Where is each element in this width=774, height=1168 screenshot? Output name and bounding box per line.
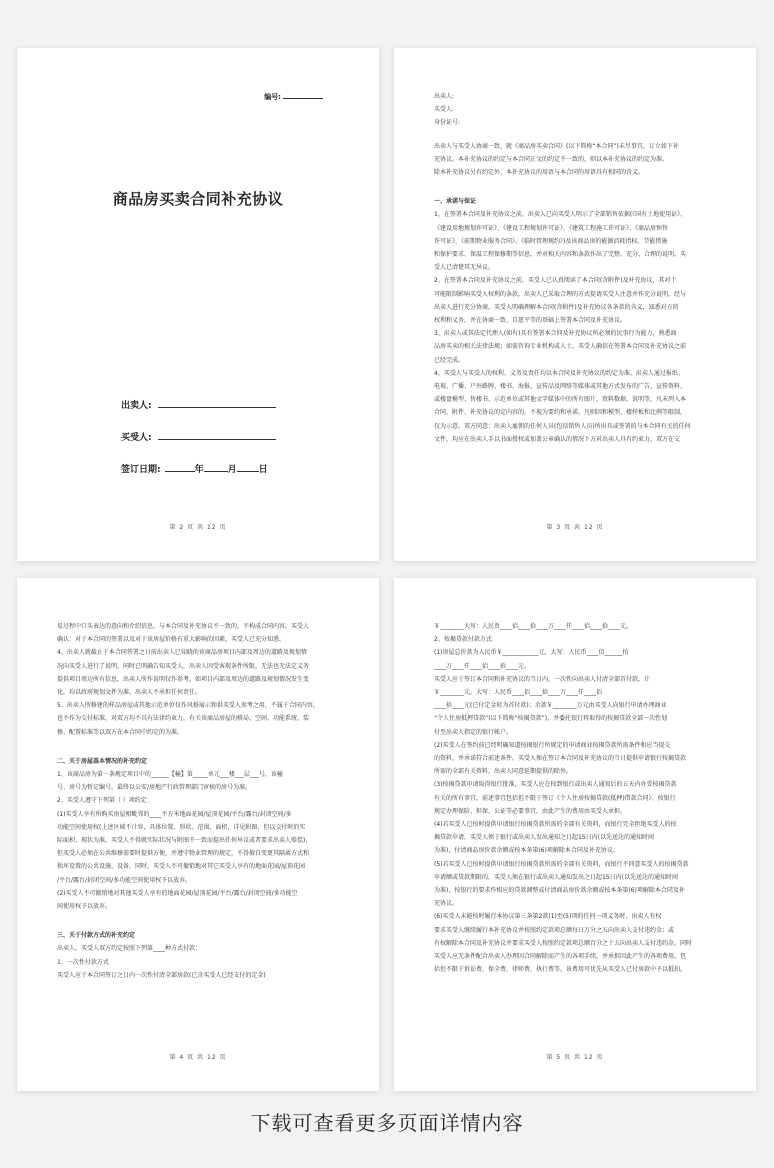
document-page-4: [394, 578, 756, 1091]
day-blank: [237, 463, 259, 472]
text-line: 4、买受人与买受人的权利、义务及责任均以本合同及补充协议的约定为准。出卖人通过报纸、: [434, 369, 684, 377]
page-body-text: [434, 620, 724, 976]
text-line: 受人已清楚其无异议。: [434, 264, 495, 272]
text-line: 损坏设置的公共设施、设备。同时，买受人不可撤销地对其它买受人享有的地面花园/屋顶花园: [57, 863, 306, 871]
seller-signature-field: [121, 398, 276, 411]
page-title: 商品房买卖合同补充协议: [112, 190, 284, 208]
text-line: 但买受人必须在公共维修需要时提供方便，并遵守物业管理的规定，不得擅自变更其隔离方式和: [57, 850, 310, 858]
page-number: 第 3 页 共 12 页: [546, 524, 604, 531]
text-line: 1、在签署本合同及补充协议之前，出卖人已向买受人明示了全部销售依据(《国有土地使用证》、: [434, 211, 687, 219]
text-line: 文件，均应在出卖人手以书面授权或加盖公章确认的情况下方对出卖人具有约束力，双方在交: [434, 435, 681, 443]
text-line: 付至出卖人指定的银行帐户。: [434, 728, 513, 736]
page-number: 第 5 页 共 12 页: [546, 1054, 604, 1061]
text-line: 权利和义务，并在协商一致、自愿平等的基础上签署本合同及补充协议。: [434, 317, 627, 325]
text-line: (4)若买受人已按时提供申请银行按揭贷款所需的全部有关资料，而银行完全拒绝买受人的按: [434, 821, 677, 829]
text-line: [434, 130, 724, 140]
download-more-prompt[interactable]: 下载可查看更多页面详情内容: [250, 1111, 524, 1135]
text-line: 电视、广播、户外路牌、楼书、海报、宣传品及网络等媒体或其他方式发布的广告、宣传资料，: [434, 383, 687, 391]
year-blank: [165, 463, 195, 472]
text-line: 品房买卖的相关法律法规；如需咨询专业机构或人士，买受人确信在签署本合同及补充协议之前: [434, 343, 687, 351]
text-line: 充协议。本补充协议的约定与本合同正文的约定不一致的，则以本补充协议的约定为准。: [434, 155, 669, 163]
page-body-text: [57, 620, 347, 982]
text-line: 修、配置标准等以双方在本合同中约定的为准。: [57, 728, 184, 736]
text-line: 4、出卖人就截止于本合同签署之日前出卖人已知晓的该商品房项目内部及周边的道路及规划情: [57, 649, 307, 657]
text-line: [57, 913, 347, 923]
text-line: 间使用权予以放弃。: [57, 903, 112, 911]
text-line: ￥________元，大写：人民币____佰____拾____万____仟____佰: [434, 689, 603, 697]
page-body-text: [434, 90, 724, 446]
text-line: ￥________大写：人民币____佰____拾____万____仟____佰____拾____元。: [434, 623, 633, 630]
text-line: 况向买受人进行了说明，同时已明确告知买受人，出卖人因受客观条件所限，无法也无法定义务: [57, 662, 310, 670]
text-line: /平台/露台/封闭空间/多功能空间使用权予以放弃。: [57, 876, 192, 884]
text-line: 号、房号为暂定编号，最终以公安/房地产行政管理部门审核的房号为准。: [57, 784, 252, 792]
contract-number-label: 编号:: [264, 93, 281, 101]
document-page-3: [17, 578, 379, 1091]
day-label: 日: [258, 465, 268, 475]
document-page-cover: [17, 48, 379, 561]
text-line: 2、在签署本合同及补充协议之前，买受人已认真阅读了本合同(含附件)及补充协议，其对于: [434, 277, 677, 285]
text-line: 买受人应于本合同签订之日内一次性付清全部房款(已含买受人已经支付的定金): [57, 971, 266, 979]
text-line: 一、承诺与保证: [434, 198, 477, 206]
text-line: 为准)，付清商品房价款余额或按本条第(6)项解除本合同及补充协议。: [434, 847, 619, 855]
text-line: (5)若买受人已按时提供申请银行按揭贷款所需的全部有关资料，而银行不同意买受人的按揭贷款: [434, 860, 689, 868]
text-line: (3)按揭贷款申请取得银行批准，买受人应在按到银行或出卖人通知后的五天内办妥按揭贷款: [434, 781, 677, 789]
text-line: “个人住房抵押贷款”(以下简称“按揭贷款”)，并委托银行将取得的按揭贷款全部一次性划: [434, 715, 668, 723]
buyer-label: 买受人:: [121, 433, 152, 443]
page-number: 第 4 页 共 12 页: [169, 1054, 227, 1061]
text-line: 已经完成。: [434, 356, 465, 364]
text-line: 充协议。: [434, 900, 459, 908]
text-line: ____拾____元(已付定金转为首付款)；余款￥________万元由买受人向银行申请办理商业: [434, 702, 667, 710]
text-line: 5、出卖人所修建的样品房屋或其他示范单位仅作风格展示和供买受人参考之用，不属于合同内容，: [57, 702, 319, 710]
text-line: 确认：对于本合同的签署以及对于该房屋价格有重大影响的因素，买受人已充分知悉。: [57, 636, 286, 644]
text-line: 也不作为交付标准，对双方均不具有法律约束力，有关该商品房屋的格局、空间、功能系统、装: [57, 715, 310, 723]
text-line: 提供项目周边所有信息，出卖人所作说明仅作参考。如项目内部及周边的道路及规划情况发生变: [57, 675, 310, 683]
text-line: 易过程中口头表达的意向和介绍信息，与本合同及补充协议不一致的，不构成合同内容。买受人: [57, 623, 310, 630]
text-line: 出卖人与买受人协商一致，就《商品房买卖合同》(以下简称“本合同”)未尽事宜，订立如下补: [434, 142, 679, 150]
text-line: 合同、附件、补充协议的定内容的，不视为要约和承诺。凡则因和模型、楼样板和比例等限制，: [434, 409, 687, 417]
text-line: 许可证》、《前期物业服务合同》、《临时管理规约》)及该商品房的能源消耗指标、节能措施: [434, 237, 668, 245]
text-line: 功能空间使用权(上述区域不计容，具体位置、形状、范围、面积，详见附图，但以交付时的实: [57, 823, 306, 831]
text-line: 际面积、现状为准，买受人不得就实际状况与附图不一致而提出任何异议或者要求出卖人赔偿)，: [57, 837, 312, 845]
month-blank: [204, 463, 228, 472]
text-line: [434, 179, 724, 189]
text-line: (2)买受人不可撤销地对其他买受人享有的地面花园/屋顶花园/平台/露台/封闭空间/多功能空: [57, 889, 298, 897]
text-line: 要求买受人继续履行本补充协议并按照约定款项总额每日万分之五向出卖人支付违约金；或: [434, 926, 675, 934]
text-line: 化，均以政府规划文件为准，出卖人不承担任何责任。: [57, 689, 202, 697]
buyer-signature-field: [121, 430, 276, 443]
text-line: 出卖人进行充分协商，买受人明确理解本合同(含附件)及补充协议各条款的含义，知悉对方的: [434, 303, 679, 311]
text-line: 的资料，并承诺符合前述条件。买受人须在签订本合同及补充协议的当日提供申请银行按揭贷款: [434, 755, 687, 763]
text-line: 2、按揭贷款付款方式: [434, 636, 492, 644]
text-line: 为准)，按银行的要求作相应的贷款调整或付清商品房价款余额或按本条第(6)项解除本合同及补: [434, 887, 685, 895]
text-line: 申请额或贷款期限的，买受人须在银行或出卖人通知发出之日起15日内(以先送达的通知时间: [434, 873, 678, 881]
text-line: 《建设用地规划许可证》、《建设工程规划许可证》、《建筑工程施工许可证》、《商品房预售: [434, 224, 669, 232]
text-line: [57, 739, 347, 749]
text-line: 有关的所有事宜，前述事宜包括但不限于签订《个人住房按揭贷款(抵押)借款合同》、按银行: [434, 794, 676, 802]
text-line: 1、一次性付款方式: [57, 958, 109, 966]
text-line: 身份证号:: [434, 119, 461, 127]
text-line: ____万____仟____佰____拾____元。: [434, 662, 531, 670]
text-line: 买受人应无条件配合出卖人办理因合同解除而产生的各项手续，并承担因此产生的各项费用，包: [434, 953, 687, 961]
text-line: 或楼盘模型、售楼书、示范单位或其他文字媒体中的所有图片、资料数据、说明等，凡未列入本: [434, 396, 687, 404]
month-label: 月: [227, 465, 237, 475]
page-number: 第 2 页 共 12 页: [169, 524, 227, 531]
text-line: 2、买受人遵守下列第（ ）项约定：: [57, 797, 153, 805]
text-line: 仅为示意。双方同意：出卖人雇佣的任何人员(包括销售人员)所出具或签署的与本合同有关的任何: [434, 422, 691, 430]
text-line: 买受人:: [434, 106, 455, 114]
text-line: 有权解除本合同及补充协议并要求买受人按照约定款项总额百分之十五向出卖人支付违约金。同时: [434, 939, 693, 947]
text-line: 出卖人、买受人双方约定按照下列第____种方式付款：: [57, 945, 202, 953]
text-line: 可能限制影响买受人权利的条款，出卖人已采取合理的方式提请买受人注意并作充分说明，经与: [434, 290, 687, 298]
text-line: 3、出卖人或其法定代理人(如有)具有签署本合同及补充协议所必须的民事行为能力，熟悉商: [434, 330, 677, 338]
text-line: (1)房屋总价款为人民币￥____________元，大写：人民币____佰______拾: [434, 649, 629, 657]
text-line: 1、该商品房为第一条规定项目中的______【幢】第_____单元___楼___层___号，该幢: [57, 771, 283, 779]
text-line: 买受人应于签订本合同和补充协议的当日内，一次性向出卖人付清全部首付款，计: [434, 675, 651, 683]
text-line: (6)买受人未能按时履行本协议第三条第2款(1)至(5)项的任何一项义务时，出卖人有权: [434, 913, 662, 921]
buyer-blank: [158, 431, 276, 440]
text-line: 和保护要求、保温工程保修期等信息，并对相关内容和条款作出了完整、充分、合理的说明。买: [434, 251, 687, 259]
seller-label: 出卖人:: [121, 401, 152, 411]
text-line: 所需的全部有关资料，出卖人同意延期提供的除外。: [434, 768, 573, 776]
text-line: 除本补充协议另有约定外，本补充协议的用语与本合同的用语具有相同的含义。: [434, 169, 645, 177]
text-line: 出卖人:: [434, 93, 455, 100]
text-line: (1)买受人享有所购买房屋相毗邻的____平方米地面花园/屋顶花园/平台/露台/封闭空间/多: [57, 810, 292, 818]
text-line: 揭贷款申请，买受人须于银行或出卖人发出通知之日起15日内(以先送达的通知时间: [434, 834, 654, 842]
text-line: (2)买受人在签约前已经明确知道按揭银行所规定的申请商业按揭贷款所需条件和应当提交: [434, 741, 671, 749]
seller-blank: [158, 399, 276, 408]
sign-date-field: [121, 462, 268, 475]
text-line: 规定办理保险、担保、公证等必要事宜，由此产生的费用由买受人承担。: [434, 807, 627, 815]
text-line: 括但不限于诉讼费、保全费、律师费、执行费等，该费用可优先从买受人已付房款中予以抵扣。: [434, 966, 687, 974]
document-page-2: [394, 48, 756, 561]
contract-number-blank: [283, 92, 323, 99]
text-line: 二、关于房屋基本情况的补充约定: [57, 757, 148, 765]
text-line: 三、关于付款方式的补充约定: [57, 932, 136, 940]
sign-date-label: 签订日期:: [121, 465, 161, 475]
year-label: 年: [194, 465, 204, 475]
contract-number-field: [264, 92, 323, 102]
